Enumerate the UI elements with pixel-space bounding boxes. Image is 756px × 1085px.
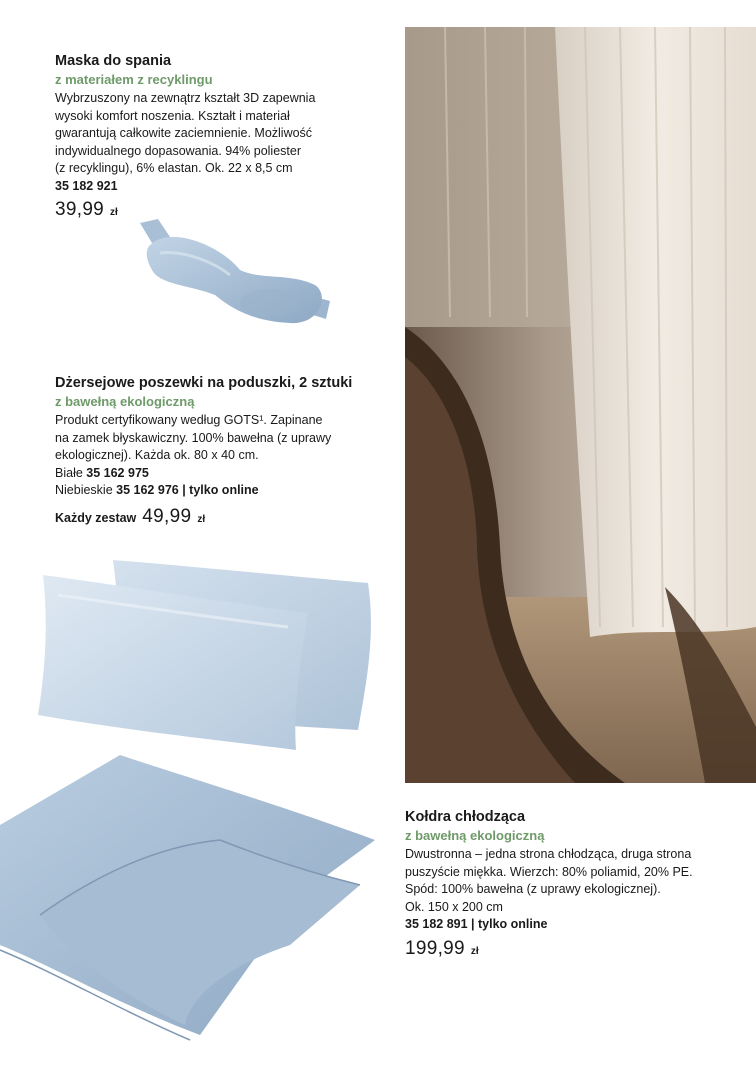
price-currency: zł	[197, 513, 206, 525]
duvet-product-info	[405, 808, 735, 960]
product-subtitle: z bawełną ekologiczną	[55, 394, 195, 409]
product-code: 35 182 891 | tylko online	[405, 917, 548, 931]
mask-product-info	[55, 52, 385, 221]
variant-white: Białe 35 162 975	[55, 465, 149, 480]
product-title: Maska do spania	[55, 53, 172, 69]
product-code: 35 162 976 | tylko online	[116, 483, 259, 497]
product-description: Dwustronna – jedna strona chłodząca, druga strona puszyście miękka. Wierzch: 80% poliamid, 20% PE. Spód: 100% bawełna (z uprawy ekologicznej). Ok. 150 x 200 cm	[405, 847, 693, 914]
pillowcases-product-info	[55, 374, 385, 528]
price-prefix: Każdy zestaw	[55, 510, 137, 525]
product-subtitle: z bawełną ekologiczną	[405, 828, 545, 843]
sleep-mask-image	[130, 215, 350, 335]
product-title: Kołdra chłodząca	[405, 809, 526, 825]
price-value: 39,99	[55, 199, 105, 220]
product-subtitle: z materiałem z recyklingu	[55, 72, 213, 87]
price-currency: zł	[110, 207, 118, 218]
pillows-image	[28, 555, 388, 755]
price	[405, 938, 735, 960]
variant-blue: Niebieskie 35 162 976 | tylko online	[55, 483, 259, 497]
duvet-image	[0, 745, 385, 1045]
product-description: Wybrzuszony na zewnątrz kształt 3D zapewnia wysoki komfort noszenia. Kształt i materiał gwarantują całkowite zaciemnienie. Możliwość indywidualnego dopasowania. 94% poliester (z recyklingu), 6% elastan. Ok. 22 x 8,5 cm	[55, 91, 316, 175]
lifestyle-photo	[405, 27, 756, 783]
product-code: 35 162 975	[86, 465, 149, 480]
product-code: 35 182 921	[55, 178, 118, 193]
price-value: 49,99	[142, 505, 192, 527]
product-title: Dżersejowe poszewki na poduszki, 2 sztuki	[55, 375, 353, 391]
price-value: 199,99	[405, 937, 465, 959]
price	[55, 506, 385, 528]
product-description: Produkt certyfikowany według GOTS¹. Zapinane na zamek błyskawiczny. 100% bawełna (z uprawy ekologicznej). Każda ok. 80 x 40 cm.	[55, 413, 332, 462]
price-currency: zł	[470, 945, 479, 957]
curtain-chair-image	[405, 27, 756, 783]
